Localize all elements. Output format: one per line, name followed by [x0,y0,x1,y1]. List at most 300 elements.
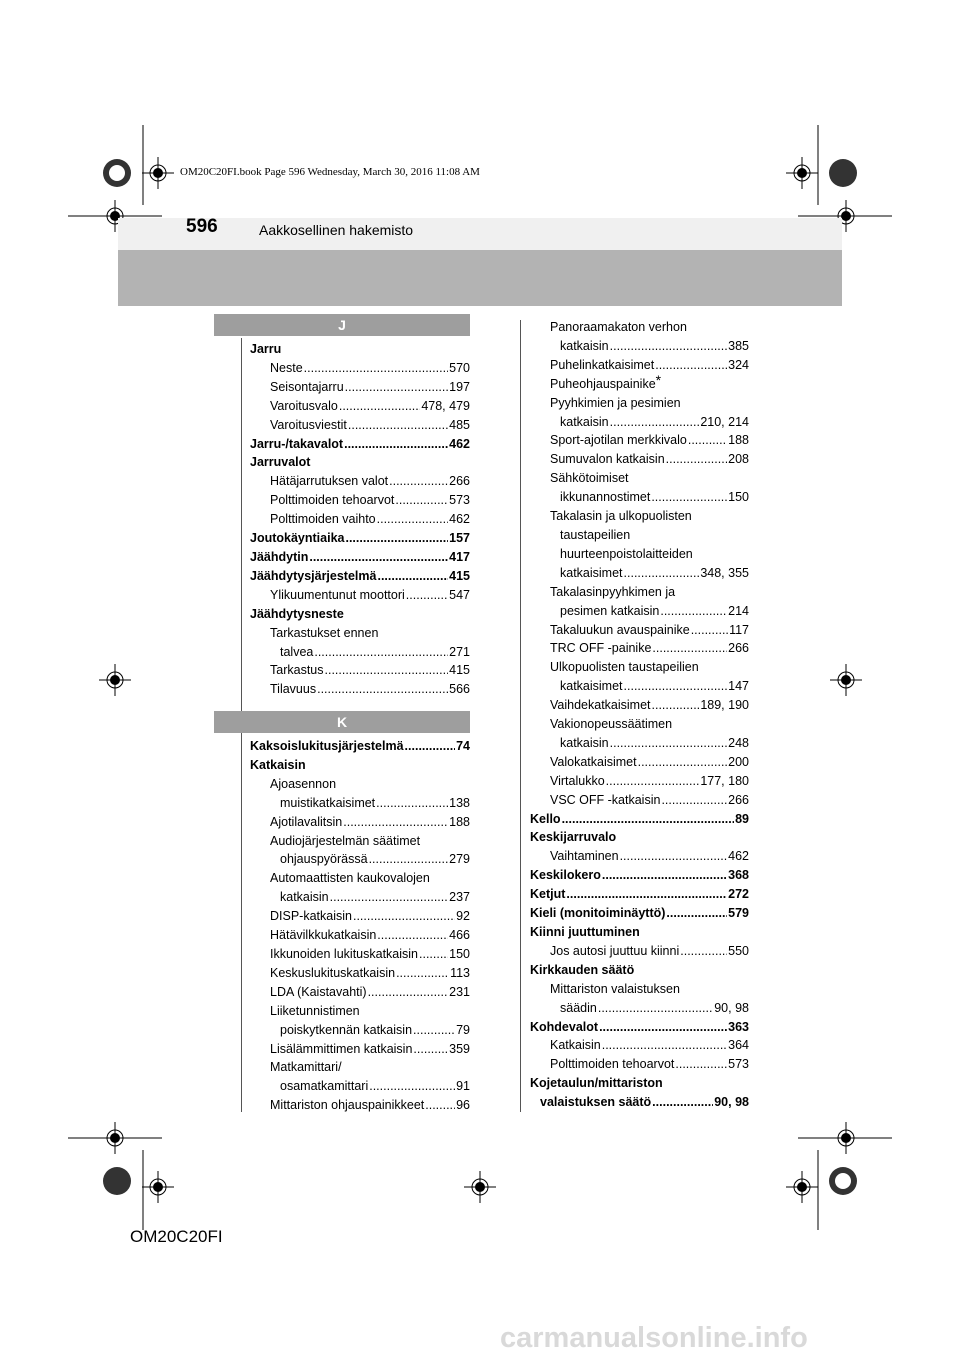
crosshair-icon [786,1171,818,1208]
index-entry [250,888,470,907]
index-entry-page: 359 [449,1041,470,1056]
index-entry-page: 91 [456,1079,470,1094]
index-entry-label: Puheohjauspainike [550,376,656,391]
book-info: OM20C20FI.book Page 596 Wednesday, March 30, 2016 11:08 AM [180,166,480,178]
index-entry [530,583,749,602]
index-entry-page: 188 [449,814,470,829]
index-entry [250,794,470,813]
index-entry-page: 92 [456,909,470,924]
index-entry-label: Mittariston valaistuksen [550,981,680,996]
index-entry-label: katkaisin [560,338,609,353]
dot-leader [377,567,448,586]
index-entry-label: Katkaisin [250,757,306,772]
dot-leader [602,1036,727,1055]
dot-leader [652,1093,713,1112]
dot-leader [666,450,727,469]
index-entry [250,832,470,851]
dot-leader [566,885,727,904]
index-entry [250,643,470,662]
index-entry [530,734,749,753]
index-entry-page: 189, 190 [700,698,749,713]
index-entry-label: Varoitusviestit [270,417,347,432]
dot-leader [624,677,728,696]
index-entry [250,945,470,964]
index-entry [250,435,470,454]
index-entry-page: 550 [728,943,749,958]
index-entry [250,813,470,832]
index-entry-label: Keskuslukituskatkaisin [270,965,396,980]
index-entry-label: Hätäjarrutuksen valot [270,474,389,489]
index-entry-page: 177, 180 [700,773,749,788]
index-entry-label: taustapeilien [560,527,631,542]
index-entry [250,983,470,1002]
index-entry [250,586,470,605]
dot-leader [345,378,448,397]
dot-leader [389,472,448,491]
dot-leader [425,1096,455,1115]
index-entry-page: 573 [728,1057,749,1072]
index-entry-label: katkaisimet [560,679,623,694]
index-entry [530,545,749,564]
index-entry-label: säädin [560,1000,597,1015]
index-entry [530,1018,749,1037]
index-entry [530,526,749,545]
index-entry-page: 150 [728,490,749,505]
index-entry-label: Puhelinkatkaisimet [550,357,655,372]
index-entry [250,472,470,491]
index-entry-page: 74 [456,739,470,753]
index-entry-page: 417 [449,549,470,564]
index-entry [530,371,749,394]
dot-leader [610,413,700,432]
dot-leader [353,907,455,926]
index-entry [530,507,749,526]
crosshair-icon [830,664,862,701]
index-entry-label: Jäähdytin [250,549,309,564]
index-entry [250,567,470,586]
dot-leader [376,794,448,813]
index-entry-label: TRC OFF -painike [550,641,652,656]
index-entry [530,999,749,1018]
dot-leader [343,813,448,832]
index-entry-page: 79 [456,1022,470,1037]
section-letter-j: J [214,314,470,336]
index-entry-label: Sport-ajotilan merkkivalo [550,433,687,448]
index-entry-page: 117 [729,622,749,637]
index-entry-label: Tilavuus [270,682,317,697]
index-entry-page: 266 [728,641,749,656]
dot-leader [330,888,449,907]
index-entry-page: 570 [449,360,470,375]
index-entry [250,605,470,624]
index-entry-label: Automaattisten kaukovalojen [270,871,430,886]
index-entry-label: Keskilokero [530,868,601,883]
index-entry [530,696,749,715]
index-entry-label: Seisontajarru [270,379,344,394]
index-entry-label: huurteenpoistolaitteiden [560,546,693,561]
index-entry-label: talvea [280,644,314,659]
index-entry [530,942,749,961]
index-entry-page: 547 [449,587,470,602]
watermark: carmanualsonline.info [500,1322,808,1354]
index-entry [530,413,749,432]
index-entry-page: 188 [728,433,749,448]
dot-leader [651,488,727,507]
dot-leader [339,397,420,416]
dot-leader [395,491,448,510]
index-entry-page: 266 [449,474,470,489]
dot-leader [406,586,448,605]
index-entry-label: Sähkötoimiset [550,471,629,486]
index-entry [250,548,470,567]
index-entry [530,639,749,658]
index-entry [530,980,749,999]
index-entry [250,491,470,510]
index-entry [530,810,749,829]
index-entry-label: valaistuksen säätö [540,1095,652,1110]
crosshair-icon [830,1122,862,1159]
index-entry [530,394,749,413]
index-entry-label: Kirkkauden säätö [530,962,635,977]
index-entry-page: 90, 98 [714,1095,749,1110]
index-entry-page: 462 [449,512,470,527]
index-entry [250,1077,470,1096]
index-entry [530,1036,749,1055]
dot-leader [344,435,448,454]
index-entry-label: katkaisimet [560,565,623,580]
index-entry-label: Tarkastus [270,663,324,678]
dot-leader [345,529,448,548]
dot-leader [419,945,448,964]
index-entry-page: 208 [728,452,749,467]
index-entry-page: 272 [728,887,749,902]
index-entry [530,337,749,356]
index-entry-label: Pyyhkimien ja pesimien [550,395,681,410]
index-entry-label: Joutokäyntiaika [250,531,345,546]
index-entry-label: Matkamittari/ [270,1060,342,1075]
index-entry [530,1074,749,1093]
index-entry [250,907,470,926]
index-entry-label: ohjauspyörässä [280,852,368,867]
index-entry [250,756,470,775]
index-entry-label: DISP-katkaisin [270,909,352,924]
index-entry-page: 237 [449,890,470,905]
dot-leader [661,791,727,810]
dot-leader [317,680,448,699]
dot-leader [368,983,449,1002]
header-gray-band [118,250,842,306]
index-entry [250,510,470,529]
dot-leader [688,431,727,450]
index-entry [530,469,749,488]
index-entry-label: Vaihtaminen [550,849,619,864]
index-entry-label: Kiinni juuttuminen [530,925,640,939]
index-entry [250,869,470,888]
section-title: Aakkosellinen hakemisto [259,222,414,238]
index-entry-label: katkaisin [560,414,609,429]
crosshair-icon [99,664,131,701]
index-entry-page: 462 [449,436,470,451]
column-rule-middle [520,320,521,1112]
index-entry [530,847,749,866]
index-entry [530,564,749,583]
registration-mark-icon [827,1165,859,1202]
index-entry-page: 266 [728,792,749,807]
index-entry [250,359,470,378]
dot-leader [369,850,449,869]
index-entry [250,416,470,435]
index-entry-page: 157 [449,531,470,546]
index-entry-page: 348, 355 [700,565,749,580]
dot-leader [413,1021,455,1040]
dot-leader [413,1040,448,1059]
dot-leader [562,810,735,829]
index-entry [530,904,749,923]
page-number: 596 [186,216,218,237]
index-entry [250,453,470,472]
index-entry [530,715,749,734]
index-entry-label: Jarruvalot [250,455,311,470]
index-entry-label: Takalasin ja ulkopuolisten [550,509,692,524]
registration-mark-icon [101,1165,133,1202]
index-entry-page: 96 [456,1098,470,1113]
index-entry [250,397,470,416]
index-entry-page: 415 [449,663,470,678]
index-entry [530,791,749,810]
index-entry [530,450,749,469]
dot-leader [309,548,448,567]
dot-leader [602,866,727,885]
index-entry-label: Kojetaulun/mittariston [530,1076,663,1091]
index-entry [530,431,749,450]
index-entry [530,961,749,980]
index-entry-label: Polttimoiden tehoarvot [270,493,395,508]
index-entry-label: Vaihdekatkaisimet [550,698,651,713]
index-entry [250,1021,470,1040]
index-entry [250,850,470,869]
index-entry-page: 197 [449,379,470,394]
dot-leader [638,753,728,772]
index-entry-label: Kieli (monitoiminäyttö) [530,906,666,921]
index-entry-page: 466 [449,928,470,943]
index-entry-page: 248 [728,735,749,750]
index-entry-label: VSC OFF -katkaisin [550,792,661,807]
dot-leader [599,1018,727,1037]
dot-leader [660,602,727,621]
index-entry-label: osamatkamittari [280,1079,369,1094]
dot-leader [666,904,727,923]
index-entry-label: Varoitusvalo [270,398,338,413]
index-entry-page: 415 [449,568,470,583]
header-band [118,218,842,250]
index-entry-page: 150 [449,946,470,961]
index-entry [530,621,749,640]
index-entry-page: 579 [728,906,749,921]
index-entry [530,1055,749,1074]
crosshair-icon [99,1122,131,1159]
dot-leader [348,416,448,435]
index-entry-label: Liiketunnistimen [270,1003,360,1018]
dot-leader [652,696,700,715]
index-entry [530,488,749,507]
dot-leader [369,1077,455,1096]
index-entry-label: katkaisin [560,735,609,750]
index-entry-label: Ulkopuolisten taustapeilien [550,660,699,675]
index-entry-label: poiskytkennän katkaisin [280,1022,413,1037]
index-column-right [530,318,749,1112]
index-entry [530,923,749,942]
index-entry-label: Ikkunoiden lukituskatkaisin [270,946,418,961]
crosshair-icon [142,157,174,194]
index-entry-page: 200 [728,754,749,769]
index-entry [530,658,749,677]
dot-leader [304,359,448,378]
index-entry-page: 214 [728,603,749,618]
dot-leader [405,737,456,756]
index-entry-page: 147 [728,679,749,694]
index-entry-label: Ajoasennon [270,776,337,791]
index-entry-page: 363 [728,1019,749,1034]
index-entry [250,737,470,756]
index-entry-label: Jarru-/takavalot [250,436,344,451]
index-entry [250,661,470,680]
index-entry-label: Jos autosi juuttuu kiinni [550,943,680,958]
index-entry-page: 368 [728,868,749,883]
index-entry-page: 324 [728,357,749,372]
dot-leader [652,639,727,658]
index-entry-label: Ylikuumentunut moottori [270,587,405,602]
index-entry-page: 478, 479 [421,398,470,413]
index-entry-label: Takalasinpyyhkimen ja [550,584,676,599]
dot-leader [325,661,449,680]
dot-leader [620,847,728,866]
index-entry-page: 90, 98 [714,1000,749,1015]
index-entry-label: Keskijarruvalo [530,830,617,845]
index-entry [250,926,470,945]
crosshair-icon [142,1171,174,1208]
index-entry-label: ikkunannostimet [560,490,651,505]
registration-mark-icon [827,157,859,194]
index-entry-label: Audiojärjestelmän säätimet [270,833,421,848]
index-entry [530,772,749,791]
dot-leader [314,643,448,662]
index-entry [530,356,749,375]
index-entry-page: 364 [728,1038,749,1053]
index-entry-label: Panoraamakaton verhon [550,320,687,334]
index-entry-label: Jäähdytysneste [250,606,344,621]
index-entry-page: 566 [449,682,470,697]
index-entry-label: LDA (Kaistavahti) [270,984,367,999]
dot-leader [396,964,449,983]
index-entry-label: Polttimoiden vaihto [270,512,376,527]
index-entry-label: Kohdevalot [530,1019,599,1034]
index-entry-label: katkaisin [280,890,329,905]
index-entry-page: 89 [735,811,749,826]
crosshair-icon [464,1171,496,1208]
index-entry-page: 279 [449,852,470,867]
index-entry-label: Kello [530,811,561,826]
index-entry [250,1058,470,1077]
index-entry-label: Jarru [250,342,282,356]
crosshair-icon [786,157,818,194]
index-entry [530,677,749,696]
index-entry [530,1093,749,1112]
index-entry-label: pesimen katkaisin [560,603,660,618]
index-entry-page: 113 [450,965,470,980]
index-entry-label: Jäähdytysjärjestelmä [250,568,377,583]
dot-leader [680,942,727,961]
index-entry [530,828,749,847]
dot-leader [691,621,728,640]
registration-mark-icon [101,157,133,194]
dot-leader [377,510,449,529]
index-entry [250,1096,470,1115]
index-entry [250,529,470,548]
index-entry-label: Lisälämmittimen katkaisin [270,1041,413,1056]
index-entry-label: Valokatkaisimet [550,754,637,769]
index-entry-label: Vakionopeussäätimen [550,717,673,732]
index-entry-page: 385 [728,338,749,353]
index-entry-page: 573 [449,493,470,508]
index-entry-label: Neste [270,360,303,375]
footnote-star: * [655,371,662,388]
index-entry [250,624,470,643]
index-entry-label: Ajotilavalitsin [270,814,343,829]
index-entry-label: muistikatkaisimet [280,795,376,810]
dot-leader [610,337,728,356]
dot-leader [675,1055,727,1074]
index-entry-label: Mittariston ohjauspainikkeet [270,1098,425,1113]
dot-leader [606,772,700,791]
section-letter-k: K [214,711,470,733]
index-entry [250,1040,470,1059]
dot-leader [598,999,713,1018]
index-entry-page: 462 [728,849,749,864]
index-column-k [250,737,470,1115]
dot-leader [610,734,728,753]
index-entry-label: Hätävilkkukatkaisin [270,928,377,943]
index-entry-label: Tarkastukset ennen [270,625,379,640]
index-entry-page: 485 [449,417,470,432]
footer-code: OM20C20FI [130,1227,223,1246]
index-entry-label: Sumuvalon katkaisin [550,452,665,467]
index-entry-label: Katkaisin [550,1038,601,1053]
index-entry-page: 138 [449,795,470,810]
dot-leader [377,926,448,945]
index-entry [530,885,749,904]
index-entry [250,964,470,983]
index-entry [250,378,470,397]
index-entry [530,318,749,337]
index-entry [250,680,470,699]
index-column-j [250,340,470,699]
index-entry [250,340,470,359]
index-entry [250,775,470,794]
index-entry [250,1002,470,1021]
index-entry-page: 210, 214 [700,414,749,429]
index-entry [530,753,749,772]
index-entry-label: Kaksoislukitusjärjestelmä [250,739,404,753]
index-entry-page: 271 [449,644,470,659]
dot-leader [624,564,700,583]
index-entry-label: Virtalukko [550,773,605,788]
index-entry [530,866,749,885]
index-entry-label: Takaluukun avauspainike [550,622,690,637]
index-entry-page: 231 [449,984,470,999]
index-entry [530,602,749,621]
index-entry-label: Ketjut [530,887,566,902]
index-entry-label: Polttimoiden tehoarvot [550,1057,675,1072]
